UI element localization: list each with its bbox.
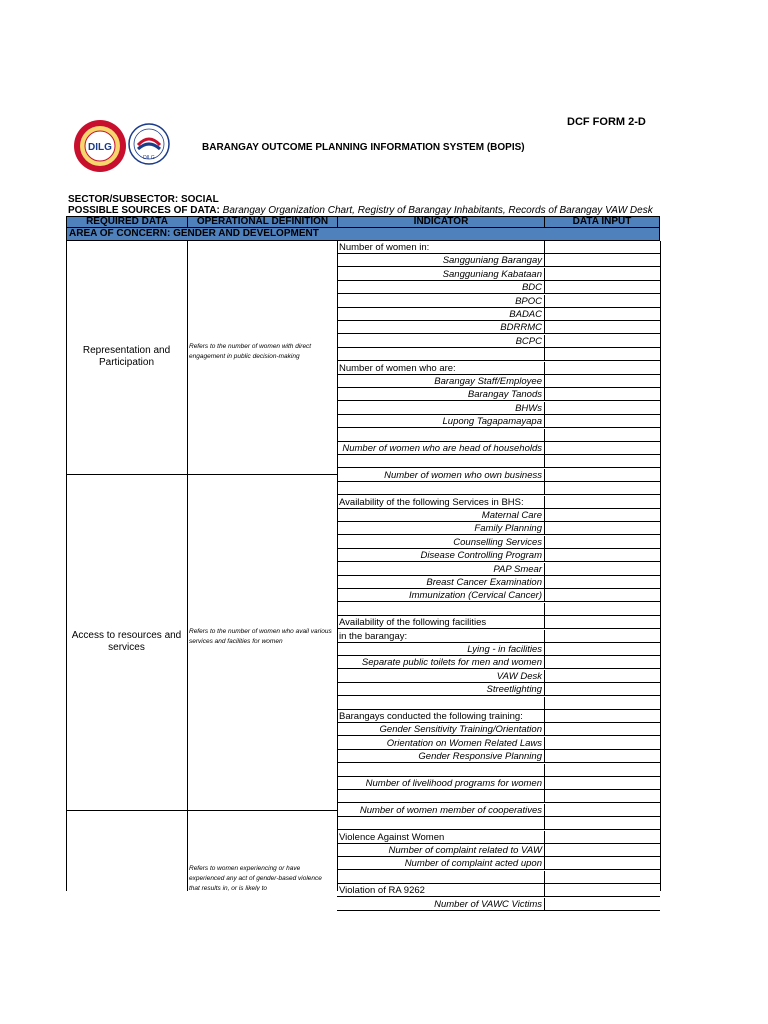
data-input-cell[interactable] [544, 737, 660, 750]
indicator-cell [337, 764, 544, 777]
indicator-cell: Number of complaint related to VAW [388, 845, 542, 856]
page-title: BARANGAY OUTCOME PLANNING INFORMATION SYSTEM (BOPIS) [202, 142, 525, 153]
data-input-cell[interactable] [544, 683, 660, 696]
data-input-cell[interactable] [544, 375, 660, 388]
indicator-cell: Gender Responsive Planning [418, 751, 542, 763]
table-row [337, 857, 660, 870]
indicator-cell: Barangays conducted the following training: [339, 711, 523, 722]
indicator-cell [337, 817, 544, 830]
indicator-cell: Availability of the following facilities [339, 617, 487, 629]
indicator-cell [337, 871, 544, 884]
data-input-cell[interactable] [544, 509, 660, 522]
data-input-cell[interactable] [544, 670, 660, 683]
data-input-cell[interactable] [544, 857, 660, 870]
table-row [337, 268, 660, 281]
indicator-cell: Number of livelihood programs for women [365, 778, 542, 789]
table-row [337, 442, 660, 455]
data-input-cell[interactable] [544, 348, 660, 361]
data-input-cell[interactable] [544, 630, 660, 643]
data-input-cell[interactable] [544, 362, 660, 375]
table-row [337, 388, 660, 401]
indicator-cell [337, 790, 544, 803]
table-row [337, 817, 660, 830]
data-input-cell[interactable] [544, 549, 660, 562]
data-input-cell[interactable] [544, 804, 660, 817]
data-input-cell[interactable] [544, 576, 660, 589]
data-input-cell[interactable] [544, 616, 660, 629]
data-input-cell[interactable] [544, 790, 660, 803]
data-input-cell[interactable] [544, 415, 660, 428]
indicator-cell: Gender Sensitivity Training/Orientation [379, 724, 542, 736]
data-input-cell[interactable] [544, 777, 660, 790]
table-divider-1 [187, 241, 188, 891]
indicator-cell: Violence Against Women [339, 831, 445, 843]
table-border-left [66, 241, 67, 891]
data-input-cell[interactable] [544, 884, 660, 897]
table-row [337, 804, 660, 817]
table-row [337, 563, 660, 576]
table-row [337, 683, 660, 696]
sources-line [68, 205, 653, 216]
table-row [337, 415, 660, 428]
indicator-cell: Violation of RA 9262 [339, 885, 425, 897]
indicator-cell: BDC [521, 282, 542, 294]
table-border-right [660, 241, 661, 891]
operational-definition-cell: Refers to women experiencing or have experienced any act of gender-based violence that results in, or is likely to [189, 865, 322, 891]
table-row [337, 455, 660, 468]
indicator-cell: Barangay Staff/Employee [434, 376, 542, 387]
table-row [337, 589, 660, 602]
data-input-cell[interactable] [544, 831, 660, 844]
table-row [337, 469, 660, 482]
table-row [337, 482, 660, 495]
table-row [337, 884, 660, 897]
data-input-cell[interactable] [544, 482, 660, 495]
logo1-text: DILG [88, 142, 112, 153]
indicator-cell: Availability of the following Services in BHS: [339, 496, 524, 508]
indicator-cell [337, 348, 544, 361]
table-row [337, 643, 660, 656]
column-header-indicator: INDICATOR [337, 216, 545, 228]
indicator-cell: Sangguniang Kabataan [442, 268, 542, 280]
data-input-cell[interactable] [544, 402, 660, 415]
indicator-cell: Family Planning [474, 523, 542, 535]
table-row [337, 616, 660, 629]
data-input-cell[interactable] [544, 388, 660, 401]
block-separator [66, 810, 337, 811]
data-input-cell[interactable] [544, 603, 660, 616]
data-input-cell[interactable] [544, 469, 660, 482]
indicator-cell: BDRRMC [500, 322, 542, 334]
data-input-cell[interactable] [544, 589, 660, 602]
data-input-cell[interactable] [544, 750, 660, 763]
indicator-cell: PAP Smear [493, 563, 542, 575]
data-input-cell[interactable] [544, 335, 660, 348]
table-row [337, 844, 660, 857]
data-input-cell[interactable] [544, 281, 660, 294]
required-data-cell: Representation and Participation [82, 345, 171, 368]
data-input-cell[interactable] [544, 898, 660, 911]
indicator-cell [337, 482, 544, 495]
data-input-cell[interactable] [544, 844, 660, 857]
data-input-cell[interactable] [544, 241, 660, 254]
data-input-cell[interactable] [544, 496, 660, 509]
indicator-cell: Orientation on Women Related Laws [386, 737, 542, 749]
data-input-cell[interactable] [544, 536, 660, 549]
sources-label: POSSIBLE SOURCES OF DATA: [68, 205, 220, 216]
column-header-operational-definition: OPERATIONAL DEFINITION [187, 216, 338, 228]
operational-definition-cell: Refers to the number of women with direct engagement in public decision-making [189, 343, 312, 360]
indicator-cell: in the barangay: [339, 630, 408, 642]
indicator-cell [337, 697, 544, 710]
table-row [337, 241, 660, 254]
table-row [337, 549, 660, 562]
column-header-data-input: DATA INPUT [544, 216, 660, 228]
form-number: DCF FORM 2-D [567, 116, 646, 128]
indicator-cell: Lupong Tagapamayapa [442, 416, 542, 428]
table-row [337, 509, 660, 522]
data-input-cell[interactable] [544, 871, 660, 884]
indicator-cell: Number of women who are: [339, 362, 456, 374]
table-row [337, 254, 660, 267]
data-input-cell[interactable] [544, 563, 660, 576]
table-row [337, 362, 660, 375]
data-input-cell[interactable] [544, 522, 660, 535]
indicator-cell [337, 603, 544, 616]
block-separator [66, 474, 337, 475]
indicator-cell: Breast Cancer Examination [426, 577, 542, 588]
table-row [337, 335, 660, 348]
indicator-cell [337, 455, 544, 468]
data-input-cell[interactable] [544, 254, 660, 267]
indicator-cell: BPOC [515, 295, 542, 307]
data-input-cell[interactable] [544, 764, 660, 777]
indicator-cell: Streetlighting [486, 684, 542, 696]
table-row [337, 295, 660, 308]
table-row [337, 790, 660, 803]
indicator-cell: Counselling Services [453, 536, 542, 548]
data-input-cell[interactable] [544, 656, 660, 669]
table-row [337, 737, 660, 750]
table-row [337, 402, 660, 415]
logo2-text: DILG [143, 155, 155, 161]
table-row [337, 630, 660, 643]
dilg-secondary-logo [128, 123, 170, 165]
table-row [337, 536, 660, 549]
table-row [337, 308, 660, 321]
table-row [337, 831, 660, 844]
table-row [337, 603, 660, 616]
indicator-cell: BCPC [515, 335, 542, 347]
indicator-cell: Number of women who own business [384, 469, 542, 481]
indicator-cell: Number of women in: [339, 242, 430, 253]
indicator-cell: Barangay Tanods [467, 389, 542, 401]
table-row [337, 576, 660, 589]
indicator-cell: Immunization (Cervical Cancer) [408, 590, 542, 602]
table-row [337, 750, 660, 763]
table-row [337, 656, 660, 669]
indicator-cell [337, 429, 544, 442]
data-input-cell[interactable] [544, 295, 660, 308]
table-row [337, 670, 660, 683]
table-row [337, 871, 660, 884]
sources-value: Barangay Organization Chart, Registry of Barangay Inhabitants, Records of Barangay VAW Desk [222, 205, 653, 216]
operational-definition-cell: Refers to the number of women who avail various services and facilities for women [189, 628, 332, 645]
indicator-cell: Separate public toilets for men and women [361, 657, 542, 669]
table-row [337, 723, 660, 736]
data-input-cell[interactable] [544, 643, 660, 656]
data-input-cell[interactable] [544, 723, 660, 736]
table-row [337, 321, 660, 334]
table-row [337, 522, 660, 535]
indicator-cell: Number of VAWC Victims [434, 898, 542, 910]
data-input-cell[interactable] [544, 710, 660, 723]
data-input-cell[interactable] [544, 429, 660, 442]
indicator-cell: Number of women who are head of households [342, 443, 542, 454]
indicator-cell: BHWs [515, 402, 542, 414]
indicator-cell: Number of complaint acted upon [404, 858, 542, 870]
indicator-cell: Sangguniang Barangay [442, 255, 542, 267]
dilg-seal-logo [73, 119, 127, 173]
indicator-cell: VAW Desk [496, 670, 542, 682]
sector-label: SECTOR/SUBSECTOR: SOCIAL [68, 194, 219, 205]
data-input-cell[interactable] [544, 697, 660, 710]
data-input-cell[interactable] [544, 817, 660, 830]
required-data-cell: Access to resources and services [71, 630, 182, 653]
table-row [337, 777, 660, 790]
data-input-cell[interactable] [544, 308, 660, 321]
data-input-cell[interactable] [544, 321, 660, 334]
table-row [337, 375, 660, 388]
column-header-required-data: REQUIRED DATA [66, 216, 188, 228]
table-row [337, 764, 660, 777]
indicator-cell: Lying - in facilities [467, 644, 542, 655]
indicator-cell: Maternal Care [481, 510, 542, 521]
table-row [337, 281, 660, 294]
indicator-cell: BADAC [509, 309, 542, 320]
table-row [337, 429, 660, 442]
data-input-cell[interactable] [544, 442, 660, 455]
table-row [337, 697, 660, 710]
data-input-cell[interactable] [544, 268, 660, 281]
indicator-cell: Number of women member of cooperatives [359, 804, 542, 816]
table-row [337, 496, 660, 509]
table-row [337, 898, 660, 911]
table-row [337, 348, 660, 361]
area-of-concern: AREA OF CONCERN: GENDER AND DEVELOPMENT [66, 228, 660, 241]
table-row [337, 710, 660, 723]
indicator-cell: Disease Controlling Program [420, 550, 542, 562]
data-input-cell[interactable] [544, 455, 660, 468]
